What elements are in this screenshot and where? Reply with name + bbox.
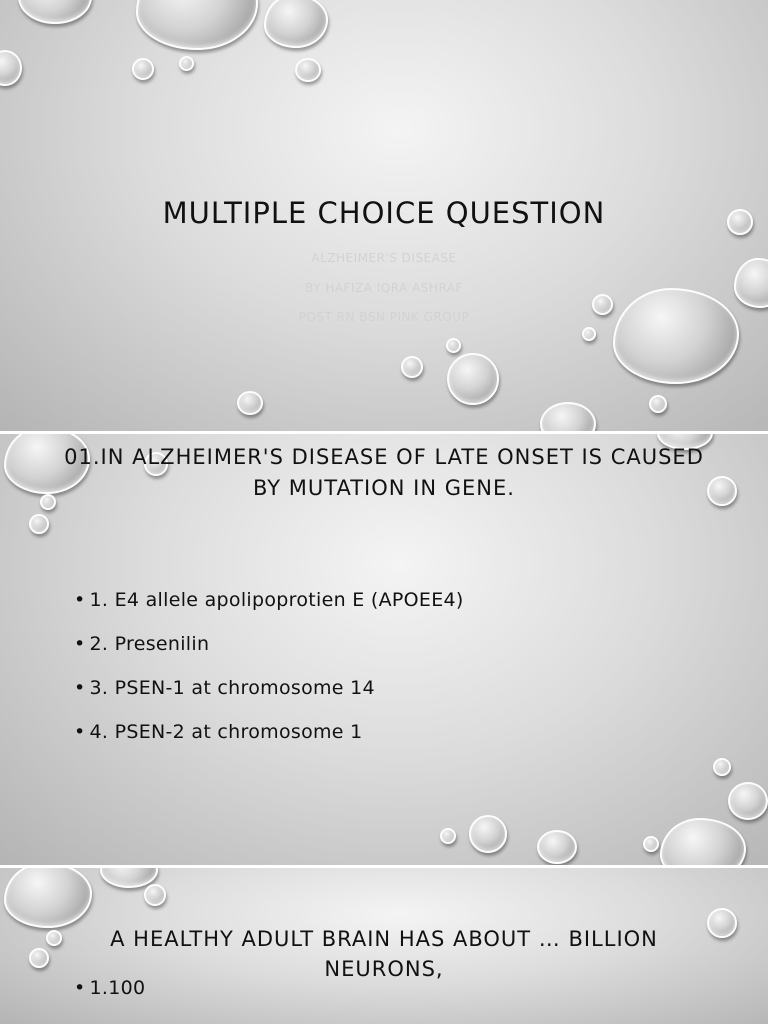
water-drop-icon xyxy=(0,50,22,86)
water-drop-icon xyxy=(447,353,499,405)
water-drop-icon xyxy=(469,815,507,853)
water-drop-icon xyxy=(295,58,321,82)
water-drop-icon xyxy=(132,58,154,80)
water-drop-icon xyxy=(29,514,49,534)
water-drop-icon xyxy=(179,56,194,71)
water-drop-icon xyxy=(237,391,263,415)
water-drop-icon xyxy=(40,494,56,510)
water-drop-icon xyxy=(29,948,49,968)
answer-option: • 1. E4 allele apolipoprotien E (APOEE4) xyxy=(74,584,464,628)
water-drop-icon xyxy=(440,828,456,844)
slide-title: MULTIPLE CHOICE QUESTION xyxy=(162,196,606,230)
water-drop-icon xyxy=(713,758,731,776)
water-drop-icon xyxy=(46,930,62,946)
answer-options-list xyxy=(74,972,145,1016)
water-drop-icon xyxy=(707,476,737,506)
water-drop-icon xyxy=(649,395,667,413)
subtitle-topic: ALZHEIMER'S DISEASE xyxy=(311,251,457,265)
question-slide-1 xyxy=(0,434,768,865)
subtitle-author: BY HAFIZA IQRA ASHRAF xyxy=(305,281,463,295)
answer-option: • 1.100 xyxy=(74,972,145,1016)
question-text: 01.IN ALZHEIMER'S DISEASE OF LATE ONSET IS CAUSED BY MUTATION IN GENE. xyxy=(64,445,704,500)
water-drop-icon xyxy=(582,327,596,341)
water-drop-icon xyxy=(144,884,166,906)
question-slide-2 xyxy=(0,868,768,1024)
answer-option: • 3. PSEN-1 at chromosome 14 xyxy=(74,672,464,716)
water-drop-icon xyxy=(446,338,461,353)
water-drop-icon xyxy=(136,0,258,50)
answer-option: • 4. PSEN-2 at chromosome 1 xyxy=(74,716,464,760)
water-drop-icon xyxy=(707,908,737,938)
water-drop-icon xyxy=(643,836,659,852)
water-drop-icon xyxy=(660,818,746,865)
water-drop-icon xyxy=(4,868,92,928)
question-text: A HEALTHY ADULT BRAIN HAS ABOUT … BILLION NEURONS, xyxy=(110,927,658,981)
answer-options-list xyxy=(74,584,464,760)
title-slide xyxy=(0,0,768,431)
water-drop-icon xyxy=(401,356,423,378)
water-drop-icon xyxy=(537,830,577,864)
answer-option: • 2. Presenilin xyxy=(74,628,464,672)
water-drop-icon xyxy=(728,782,768,820)
water-drop-icon xyxy=(18,0,92,24)
subtitle-group: POST RN BSN PINK GROUP xyxy=(298,310,470,324)
water-drop-icon xyxy=(540,402,596,431)
water-drop-icon xyxy=(613,288,739,384)
water-drop-icon xyxy=(264,0,328,48)
